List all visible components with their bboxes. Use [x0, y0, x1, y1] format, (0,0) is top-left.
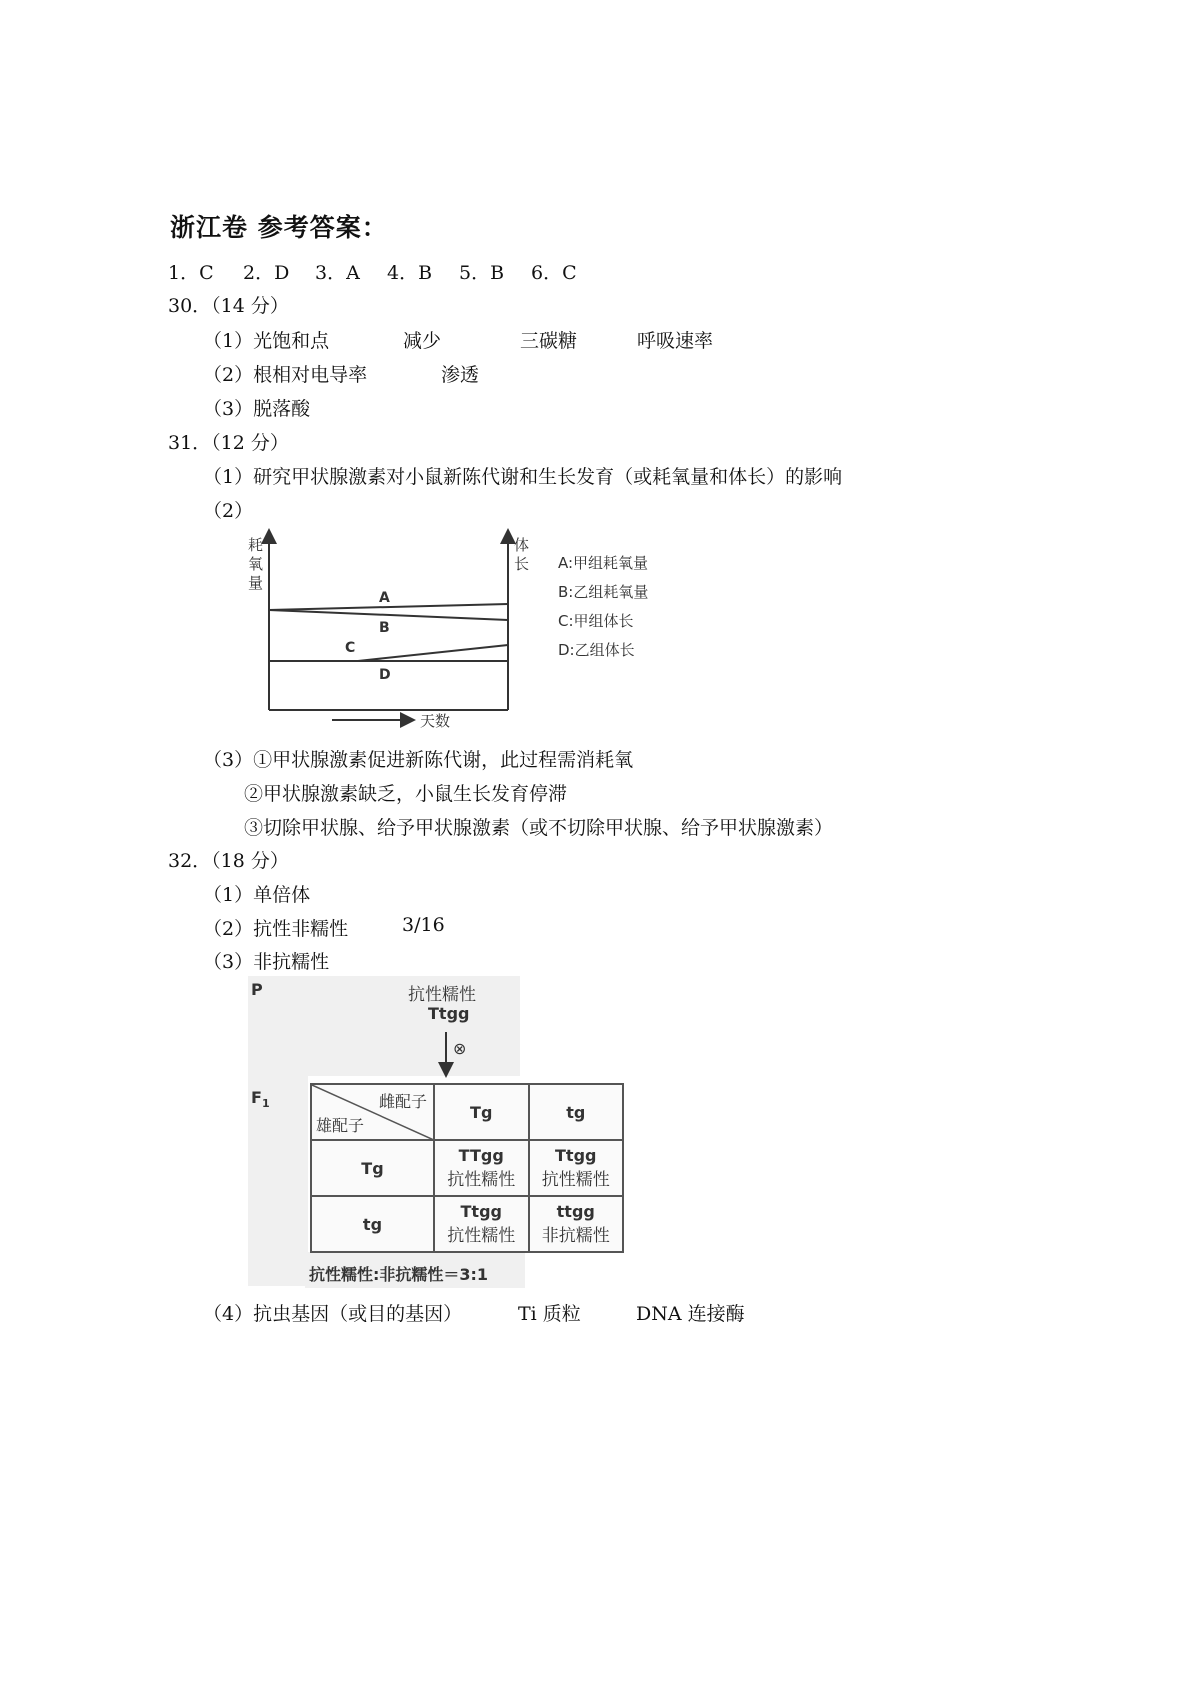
curve-label-d: D	[379, 667, 391, 683]
q31-answer-1: （1）研究甲状腺激素对小鼠新陈代谢和生长发育（或耗氧量和体长）的影响	[203, 466, 843, 488]
offspring-genotype: ttgg	[556, 1202, 595, 1221]
parent-genotype: Ttgg	[428, 1004, 470, 1023]
q32-answer-3: （3）非抗糯性	[203, 951, 330, 973]
q30-answer-3: （3）脱落酸	[203, 398, 311, 420]
offspring-genotype: Ttgg	[555, 1146, 597, 1165]
mc-answer: 1．C	[168, 262, 214, 284]
f1-letter: F	[251, 1088, 262, 1107]
q30-answer-2b: 渗透	[441, 364, 480, 386]
q31-answer-3-3: ③切除甲状腺、给予甲状腺激素（或不切除甲状腺、给予甲状腺激素）	[244, 817, 834, 839]
male-gamete: tg	[311, 1196, 434, 1252]
offspring-genotype: TTgg	[458, 1146, 504, 1165]
q30-answer-1c: 三碳糖	[520, 330, 578, 352]
q31-answer-2: （2）	[203, 500, 254, 522]
legend-item: C:甲组体长	[558, 612, 634, 630]
curve-label-b: B	[379, 620, 390, 636]
q32-answer-4b: Ti 质粒	[518, 1303, 581, 1325]
mc-answers	[168, 258, 577, 285]
male-gamete: Tg	[311, 1140, 434, 1196]
legend-item: A:甲组耗氧量	[558, 554, 649, 572]
offspring-phenotype: 抗性糯性	[541, 1170, 610, 1190]
offspring-cell	[434, 1140, 529, 1196]
oxygen-length-graph	[240, 528, 680, 738]
punnett-square	[310, 1083, 624, 1253]
cross-diagram-background	[248, 976, 520, 1076]
q32-answer-1: （1）单倍体	[203, 884, 311, 906]
mc-answer: 4．B	[387, 262, 433, 284]
q32-answer-4a: （4）抗虫基因（或目的基因）	[203, 1303, 463, 1325]
ylabel-right-char: 体	[514, 536, 530, 554]
ylabel-left-char: 量	[248, 574, 264, 592]
generation-p-label: P	[251, 980, 263, 999]
page-title: 浙江卷 参考答案：	[170, 213, 388, 242]
female-gamete-header: 雌配子	[378, 1092, 427, 1111]
q30-heading: 30．（14 分）	[168, 295, 289, 317]
self-cross-icon: ⊗	[453, 1039, 467, 1058]
ylabel-left-char: 氧	[248, 555, 264, 573]
legend-item: B:乙组耗氧量	[558, 583, 649, 601]
offspring-cell	[529, 1196, 623, 1252]
offspring-phenotype: 抗性糯性	[447, 1226, 516, 1246]
q32-answer-2b: 3/16	[402, 914, 445, 936]
offspring-phenotype: 抗性糯性	[447, 1170, 516, 1190]
q30-answer-2a: （2）根相对电导率	[203, 364, 368, 386]
q31-answer-3-1: （3）①甲状腺激素促进新陈代谢，此过程需消耗氧	[203, 749, 634, 771]
q30-answer-1a: （1）光饱和点	[203, 330, 330, 352]
q30-answer-1d: 呼吸速率	[637, 330, 714, 352]
mc-answer: 3．A	[315, 262, 360, 284]
self-cross-arrow	[436, 1030, 476, 1078]
q30-answer-1b: 减少	[403, 330, 442, 352]
xlabel: 天数	[420, 712, 451, 730]
curve-label-c: C	[345, 640, 356, 656]
q31-answer-3-2: ②甲状腺激素缺乏，小鼠生长发育停滞	[244, 783, 568, 805]
mc-answer: 2．D	[243, 262, 290, 284]
offspring-phenotype: 非抗糯性	[541, 1226, 610, 1246]
q31-heading: 31．（12 分）	[168, 432, 289, 454]
mc-answer: 5．B	[459, 262, 505, 284]
female-gamete: Tg	[434, 1084, 529, 1140]
f1-subscript: 1	[261, 1097, 270, 1111]
offspring-cell	[434, 1196, 529, 1252]
q32-heading: 32．（18 分）	[168, 850, 289, 872]
legend-item: D:乙组体长	[558, 641, 635, 659]
offspring-cell	[529, 1140, 623, 1196]
curve-b	[269, 610, 508, 620]
header-diagonal-cell	[311, 1084, 434, 1140]
curve-c	[358, 645, 508, 661]
q32-answer-4c: DNA 连接酶	[636, 1303, 745, 1325]
ylabel-right-char: 长	[514, 555, 530, 573]
mc-answer: 6．C	[531, 262, 577, 284]
curve-label-a: A	[379, 590, 390, 606]
female-gamete: tg	[529, 1084, 623, 1140]
offspring-genotype: Ttgg	[460, 1202, 502, 1221]
parent-phenotype: 抗性糯性	[408, 985, 476, 1005]
generation-f1-label	[251, 1088, 270, 1110]
phenotype-ratio: 抗性糯性:非抗糯性＝3:1	[309, 1265, 489, 1284]
ylabel-left-char: 耗	[248, 536, 264, 554]
male-gamete-header: 雄配子	[316, 1116, 365, 1135]
q32-answer-2a: （2）抗性非糯性	[203, 918, 349, 940]
